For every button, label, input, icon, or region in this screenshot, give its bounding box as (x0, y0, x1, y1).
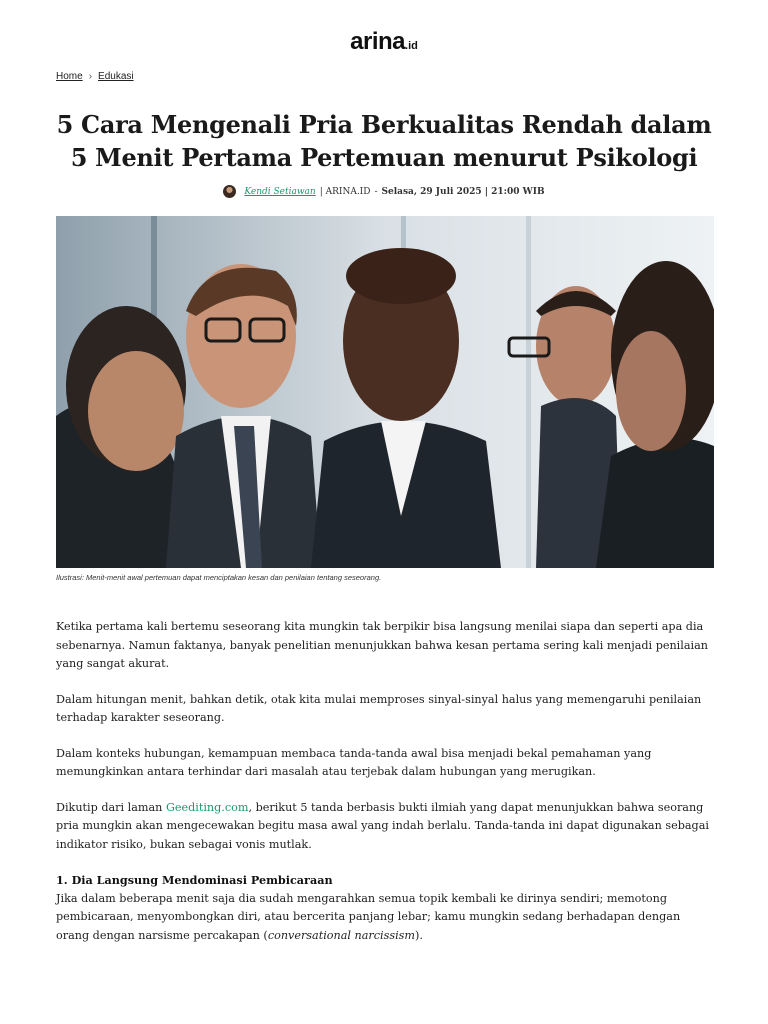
article-body (56, 618, 716, 962)
breadcrumb (56, 71, 134, 82)
paragraph-4 (56, 799, 716, 855)
paragraph-5-post: ). (415, 928, 423, 942)
source-label: | ARINA.ID (319, 186, 371, 197)
paragraph-4-post: , berikut 5 tanda berbasis bukti ilmiah yang dapat menunjukkan bahwa seorang pria mungkin akan mengecewakan begitu masa awal yang indah berlalu. Tanda-tanda ini dapat digunakan sebagai indikator risiko, bukan sebagai vonis mutlak. (56, 800, 709, 851)
byline (0, 185, 768, 198)
page-title: 5 Cara Mengenali Pria Berkualitas Rendah dalam 5 Menit Pertama Pertemuan menurut Psikologi (56, 110, 712, 172)
paragraph-1: Ketika pertama kali bertemu seseorang kita mungkin tak berpikir bisa langsung menilai siapa dan seperti apa dia sebenarnya. Namun faktanya, banyak penelitian menunjukkan bahwa kesan pertama sering kali menjadi penilaian yang sangat akurat. (56, 620, 708, 670)
paragraph-5 (56, 890, 716, 946)
site-logo[interactable] (0, 28, 768, 56)
image-caption: Ilustrasi: Menit-menit awal pertemuan dapat menciptakan kesan dan penilaian tentang seseorang. (56, 573, 382, 582)
hero-image (56, 216, 714, 568)
author-link[interactable]: Kendi Setiawan (244, 186, 316, 197)
chevron-right-icon: › (88, 71, 93, 82)
publish-date: Selasa, 29 Juli 2025 | 21:00 WIB (381, 186, 545, 197)
byline-dash: - (374, 186, 378, 197)
section-heading-1: 1. Dia Langsung Mendominasi Pembicaraan (56, 873, 333, 887)
paragraph-2: Dalam hitungan menit, bahkan detik, otak kita mulai memproses sinyal-sinyal halus yang memengaruhi penilaian terhadap karakter seseorang. (56, 692, 702, 724)
source-link[interactable]: Geediting.com (165, 800, 249, 814)
logo-wordmark: arina (350, 28, 406, 55)
paragraph-5-pre: Jika dalam beberapa menit saja dia sudah mengarahkan semua topik kembali ke dirinya sendiri; memotong pembicaraan, menyombongkan diri, atau bercerita panjang lebar; kamu mungkin sedang berhadapan dengan orang dengan narsisme percakapan ( (56, 891, 681, 942)
logo-tld: .id (405, 40, 418, 52)
paragraph-3: Dalam konteks hubungan, kemampuan membaca tanda-tanda awal bisa menjadi bekal pemahaman yang memungkinkan antara terhindar dari masalah atau terjebak dalam hubungan yang merugikan. (56, 746, 652, 778)
paragraph-4-pre: Dikutip dari laman (56, 800, 166, 814)
avatar (223, 185, 236, 198)
breadcrumb-home-link[interactable]: Home (56, 71, 83, 82)
paragraph-5-em: conversational narcissism (267, 928, 416, 942)
breadcrumb-category-link[interactable]: Edukasi (98, 71, 134, 82)
